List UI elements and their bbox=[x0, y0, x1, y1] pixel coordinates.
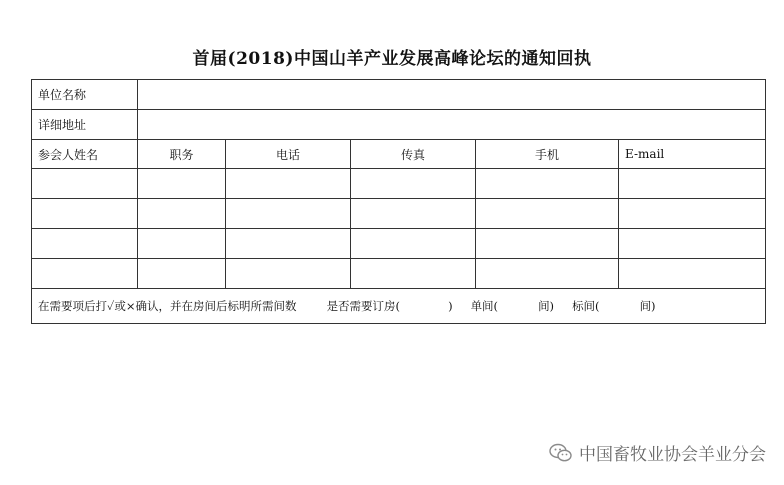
booking-instruction: 在需要项后打✓或×确认，并在房间后标明所需间数 bbox=[38, 299, 297, 313]
wechat-watermark bbox=[549, 440, 766, 465]
watermark-text: 中国畜牧业协会羊业分会 bbox=[579, 445, 766, 465]
fax-cell[interactable] bbox=[351, 259, 476, 289]
phone-cell[interactable] bbox=[226, 169, 351, 199]
receipt-form-table bbox=[31, 79, 766, 324]
booking-note-cell: 在需要项后打✓或×确认，并在房间后标明所需间数 是否需要订房( ) 单间( 间) 标间( 间) bbox=[32, 289, 766, 324]
table-row bbox=[32, 169, 766, 199]
mobile-cell[interactable] bbox=[476, 199, 619, 229]
booking-label: 是否需要订房( bbox=[326, 299, 401, 313]
page-title: 首届(2018)中国山羊产业发展高峰论坛的通知回执 bbox=[192, 49, 592, 69]
header-row bbox=[32, 140, 766, 169]
email-cell[interactable] bbox=[619, 169, 766, 199]
address-field[interactable] bbox=[138, 110, 766, 140]
attendee-name-cell[interactable] bbox=[32, 199, 138, 229]
unit-name-label: 单位名称 bbox=[32, 80, 138, 110]
address-row bbox=[32, 110, 766, 140]
attendee-name-cell[interactable] bbox=[32, 169, 138, 199]
col-header-email: E-mail bbox=[619, 140, 766, 169]
col-header-mobile: 手机 bbox=[476, 140, 619, 169]
col-header-position: 职务 bbox=[138, 140, 226, 169]
booking-note-row bbox=[32, 289, 766, 324]
col-header-attendee-name: 参会人姓名 bbox=[32, 140, 138, 169]
email-cell[interactable] bbox=[619, 259, 766, 289]
mobile-cell[interactable] bbox=[476, 259, 619, 289]
table-row bbox=[32, 199, 766, 229]
address-label: 详细地址 bbox=[32, 110, 138, 140]
position-cell[interactable] bbox=[138, 199, 226, 229]
fax-cell[interactable] bbox=[351, 229, 476, 259]
email-cell[interactable] bbox=[619, 229, 766, 259]
col-header-phone: 电话 bbox=[226, 140, 351, 169]
double-room-label: 标间( bbox=[572, 299, 600, 313]
table-row bbox=[32, 229, 766, 259]
email-cell[interactable] bbox=[619, 199, 766, 229]
wechat-icon bbox=[549, 442, 573, 464]
position-cell[interactable] bbox=[138, 229, 226, 259]
col-header-fax: 传真 bbox=[351, 140, 476, 169]
table-row bbox=[32, 259, 766, 289]
attendee-name-cell[interactable] bbox=[32, 229, 138, 259]
fax-cell[interactable] bbox=[351, 169, 476, 199]
mobile-cell[interactable] bbox=[476, 229, 619, 259]
position-cell[interactable] bbox=[138, 259, 226, 289]
phone-cell[interactable] bbox=[226, 259, 351, 289]
unit-name-field[interactable] bbox=[138, 80, 766, 110]
single-room-label: 单间( bbox=[470, 299, 499, 313]
attendee-name-cell[interactable] bbox=[32, 259, 138, 289]
mobile-cell[interactable] bbox=[476, 169, 619, 199]
fax-cell[interactable] bbox=[351, 199, 476, 229]
phone-cell[interactable] bbox=[226, 199, 351, 229]
phone-cell[interactable] bbox=[226, 229, 351, 259]
unit-name-row bbox=[32, 80, 766, 110]
position-cell[interactable] bbox=[138, 169, 226, 199]
